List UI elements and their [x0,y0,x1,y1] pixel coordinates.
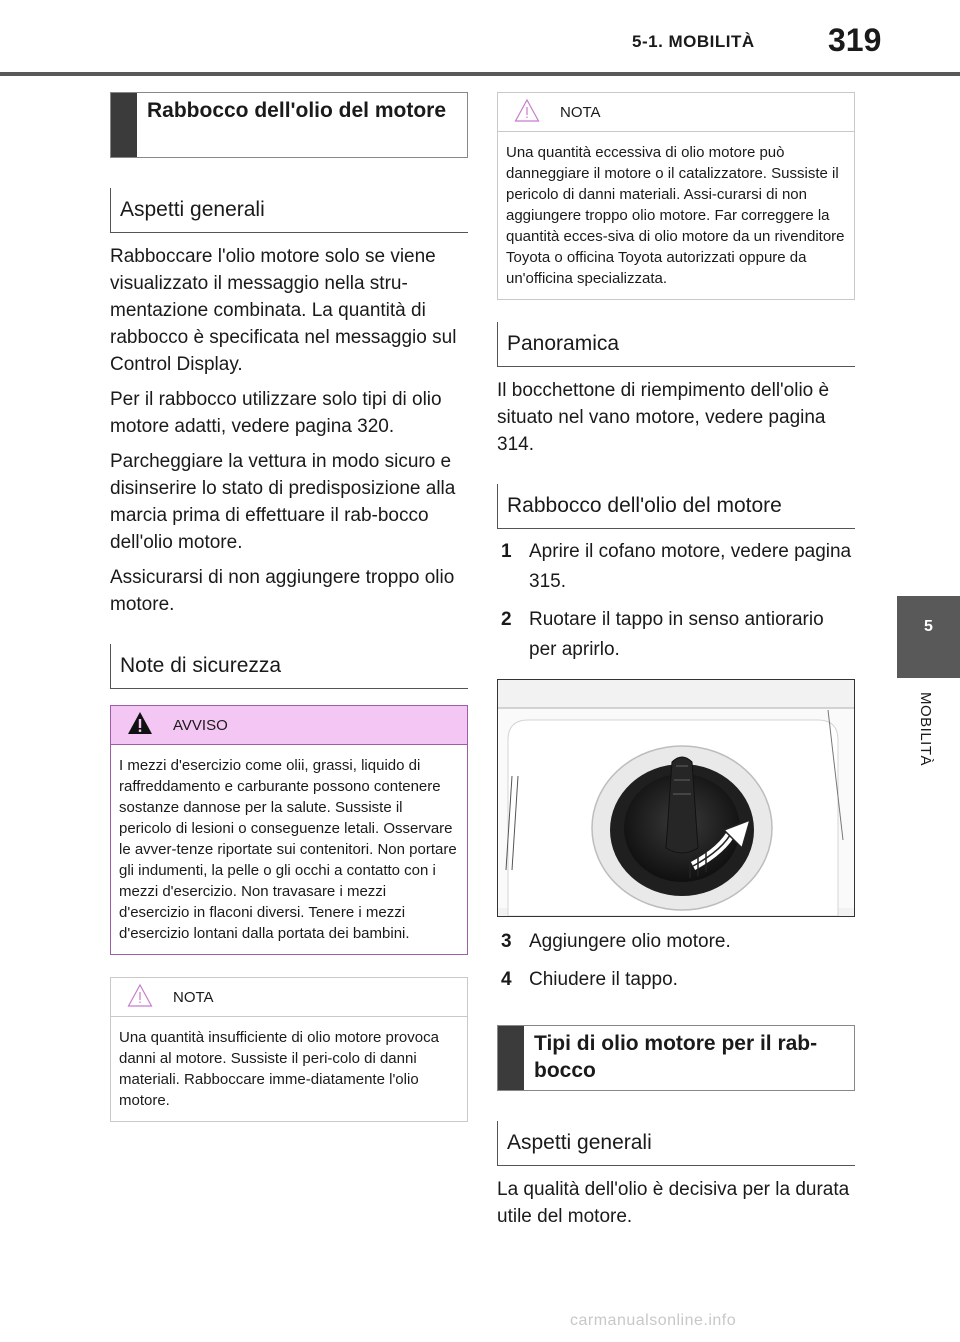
note-text: Una quantità eccessiva di olio motore può danneggiare il motore o il catalizzatore. Sussiste il pericolo di danni materiali. Assi-curarsi di non aggiungere troppo olio motore. Far correggere la quantità ecces-siva di olio motore da un rivenditore Toyota o officina Toyota autorizzati oppure da un'officina specializzata. [506,144,845,287]
subheading-general: Aspetti generali [497,1121,855,1166]
title-accent-bar [498,1026,524,1090]
paragraph: La qualità dell'olio è decisiva per la durata utile del motore. [497,1179,850,1227]
right-column [497,92,855,1230]
left-column [110,92,468,1122]
note-title: NOTA [173,988,214,1006]
step-number: 4 [501,969,512,990]
paragraph: Rabboccare l'olio motore solo se viene visualizzato il messaggio nella stru-mentazione combinata. La quantità di rabbocco è specificata nel messaggio sul Control Display. [110,246,457,375]
caution-triangle-icon [127,983,153,1012]
section-title-box [497,1025,855,1091]
header-rule [0,72,960,76]
paragraph: Il bocchettone di riempimento dell'olio è situato nel vano motore, vedere pagina 314. [497,380,830,455]
paragraph: Assicurarsi di non aggiungere troppo olio motore. [110,567,455,615]
warning-header [111,706,467,745]
chapter-title: 5-1. MOBILITÀ [632,32,755,51]
subheading-refill: Rabbocco dell'olio del motore [497,484,855,529]
step-text: Aggiungere olio motore. [529,931,731,952]
note-box [110,977,468,1122]
step-text: Chiudere il tappo. [529,969,678,990]
title-accent-bar [111,93,137,157]
page-number: 319 [828,22,882,58]
step-number: 2 [501,609,512,630]
chapter-side-label: MOBILITÀ [917,692,934,767]
step-number: 1 [501,541,512,562]
caution-triangle-icon [514,98,540,127]
oil-cap-illustration [497,679,855,917]
warning-box [110,705,468,955]
note-header [498,93,854,132]
subheading-overview: Panoramica [497,322,855,367]
note-box [497,92,855,300]
note-title: NOTA [560,103,601,121]
step-number: 3 [501,931,512,952]
section-title: Rabbocco dell'olio del motore [147,99,447,122]
paragraph: Parcheggiare la vettura in modo sicuro e disinserire lo stato di predisposizione alla marcia prima di effettuare il rab-bocco dell'olio motore. [110,451,456,553]
step-item [497,965,855,995]
watermark: carmanualsonline.info [570,1312,737,1329]
subheading-general: Aspetti generali [110,188,468,233]
chapter-side-tab-number: 5 [924,618,933,635]
step-item [497,605,855,665]
note-text: Una quantità insufficiente di olio motore provoca danni al motore. Sussiste il peri-colo di danni materiali. Rabboccare imme-diatamente l'olio motore. [119,1029,439,1109]
step-text: Aprire il cofano motore, vedere pagina 315. [529,541,852,592]
step-item [497,537,855,597]
section-title-box [110,92,468,158]
section-title: Tipi di olio motore per il rab-bocco [534,1032,818,1082]
warning-title: AVVISO [173,716,228,734]
chapter-side-tab [897,596,960,678]
paragraph: Per il rabbocco utilizzare solo tipi di olio motore adatti, vedere pagina 320. [110,389,442,437]
step-text: Ruotare il tappo in senso antiorario per aprirlo. [529,609,824,660]
subheading-safety: Note di sicurezza [110,644,468,689]
step-item [497,927,855,957]
warning-text: I mezzi d'esercizio come olii, grassi, liquido di raffreddamento e carburante possono contenere sostanze dannose per la salute. Sussiste il pericolo di lesioni o conseguenze letali. Osservare le avver-tenze riportate sui contenitori. Non portare gli indumenti, la pelle o gli occhi a contatto con i mezzi d'esercizio. Non travasare i mezzi d'esercizio in flaconi diversi. Tenere i mezzi d'esercizio lontani dalla portata dei bambini. [111,745,467,954]
warning-triangle-icon [127,711,153,740]
note-header [111,978,467,1017]
